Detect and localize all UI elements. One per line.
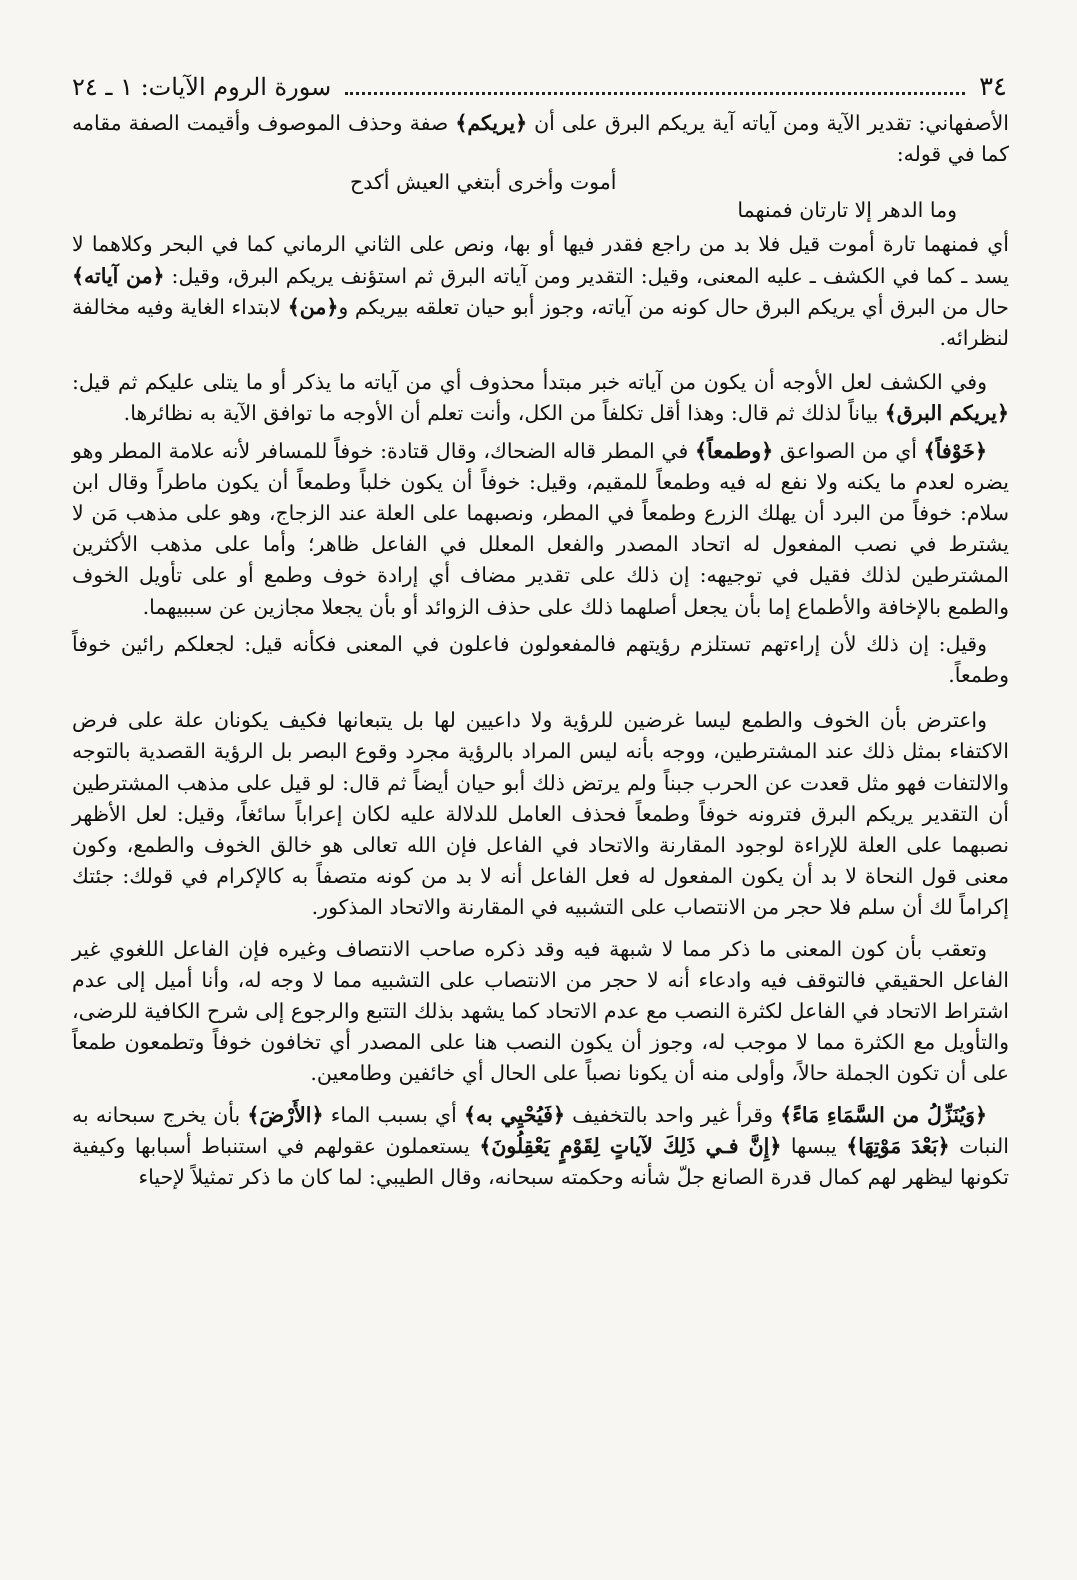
header-leader-dots <box>345 91 965 95</box>
running-header <box>72 70 1009 104</box>
page-number: ٣٤ <box>979 72 1007 102</box>
paragraph <box>72 229 1009 354</box>
text-run: أي فمنهما تارة أموت قيل فلا بد من راجع فقدر فيها أو بها، ونص على الثاني الرماني كما في البحر وكلاهما لا يسد ـ كما في الكشف ـ عليه المعنى، وقيل: التقدير ومن آياته البرق ثم استؤنف يريكم البرق، وقيل: <box>72 232 1009 288</box>
poetry-verse <box>72 171 1009 229</box>
verse-hemistich: أموت وأخرى أبتغي العيش أكدح <box>350 170 617 195</box>
text-run: بأن يخرج سبحانه به النبات <box>72 1102 1009 1158</box>
quran-quote: ﴿يريكم البرق﴾ <box>884 401 1009 426</box>
paragraph: واعترض بأن الخوف والطمع ليسا غرضين للرؤية ولا داعيين لها بل يتبعانها فكيف يكونان علة على فرض الاكتفاء بمثل ذلك عند المشترطين، ووجه بأنه ليس المراد بالرؤية مجرد وقوع البصر بل الرؤية القصدية بالتوجه والالتفات فهو مثل قعدت عن الحرب جبناً ولم يرتض ذلك أبو حيان أيضاً ثم قال: لو قيل على مذهب المشترطين أن التقدير يريكم البرق فترونه خوفاً وطمعاً فحذف العامل للدلالة عليه لكان إعراباً سائغاً، وقيل: لعل الأظهر نصبهما على العلة للإراءة لوجود المقارنة والاتحاد في الفاعل فإن الله تعالى هو خالق الخوف والطمع، وكون معنى قول النحاة لا بد أن يكون المفعول له فعل الفاعل أنه لا بد من كونه متصفاً به كالإكرام في قولك: جئتك إكراماً لك أن سلم فلا حجر من الانتصاب على التشبيه في المقارنة والاتحاد المذكور. <box>72 708 1009 920</box>
quran-quote: ﴿بَعْدَ مَوْتِهَا﴾ <box>846 1133 950 1158</box>
text-run: يستعملون عقولهم في استنباط أسبابها وكيفية تكونها ليظهر لهم كمال قدرة الصانع جلّ شأنه وحكمته سبحانه، وقال الطيبي: لما كان ما ذكر تمثيلاً لإحياء <box>72 1133 1009 1190</box>
quran-quote: ﴿إِنَّ فـي ذَلِكَ لآياتٍ لِقَوْمٍ يَعْقِلُونَ﴾ <box>479 1133 782 1158</box>
quran-quote: ﴿الأَرْضَ﴾ <box>247 1102 324 1127</box>
body-text <box>72 108 1009 1193</box>
paragraph: وقيل: إن ذلك لأن إراءتهم تستلزم رؤيتهم فالمفعولون فاعلون في المعنى فكأنه قيل: لجعلكم رائين خوفاً وطمعاً. <box>72 631 1009 688</box>
quran-quote: ﴿وطمعاً﴾ <box>694 438 774 463</box>
text-run: أي من الصواعق <box>773 438 924 463</box>
text-run: وفي الكشف لعل الأوجه أن يكون من آياته خبر مبتدأ محذوف أي من آياته ما يذكر أو ما يتلى عليكم ثم قيل: <box>72 370 987 395</box>
paragraph <box>72 367 1009 429</box>
text-run: بياناً لذلك ثم قال: وهذا أقل تكلفاً من الكل، وأنت تعلم أن الأوجه ما توافق الآية به نظائرها. <box>123 401 885 426</box>
text-run: في المطر قاله الضحاك، وقال قتادة: خوفاً للمسافر لأنه علامة المطر وهو يضره لعدم ما يكنه ولا نفع له فيه وطمعاً للمقيم، وقيل: خوفاً أن يكون خلباً وطمعاً أن يكون ماطراً وقال ابن سلام: خوفاً من البرد أن يهلك الزرع وطمعاً في المطر، ونصبهما على العلة عند الزجاج، وهو على مذهب مَن لا يشترط في نصب المفعول له اتحاد المصدر والفعل المعلل في الفاعل ظاهر؛ وأما على مذهب الأكثرين المشترطين لذلك فقيل في توجيهه: إن ذلك على تقدير مضاف أي إرادة خوف وطمع أو على تأويل الخوف والطمع بالإخافة والأطماع إما بأن يجعل أصلهما ذلك على حذف الزوائد أو بأن يجعلا مجازين عن سببيهما. <box>72 438 1009 619</box>
quran-quote: ﴿وَيُنَزِّلُ من السَّمَاءِ مَاءً﴾ <box>780 1102 988 1127</box>
text-run: حال من البرق أي يريكم البرق حال كونه من آياته، وجوز أبو حيان تعلقه بيريكم و <box>338 294 1009 319</box>
paragraph <box>72 108 1009 170</box>
verse-hemistich: وما الدهر إلا تارتان فمنهما <box>737 198 957 223</box>
running-title: سورة الروم الآيات: ١ ـ ٢٤ <box>72 73 332 101</box>
text-run: لابتداء الغاية وفيه مخالفة لنظرائه. <box>72 294 1009 351</box>
paragraph <box>72 436 1009 623</box>
paragraph <box>72 1100 1009 1194</box>
text-run: أي بسبب الماء <box>323 1102 464 1127</box>
text-run: وقرأ غير واحد بالتخفيف <box>564 1102 781 1127</box>
quran-quote: ﴿من آياته﴾ <box>72 263 165 288</box>
paragraph: وتعقب بأن كون المعنى ما ذكر مما لا شبهة فيه وقد ذكره صاحب الانتصاف وغيره فإن الفاعل اللغوي غير الفاعل الحقيقي فالتوقف فيه وادعاء أنه لا حجر من الانتصاب على التشبيه مما لا وجه له، وأنا أميل إلى عدم اشتراط الاتحاد في الفاعل لكثرة النصب مع عدم الاتحاد كما يشهد بذلك التتبع والرجوع إلى شرح الكافية للرضى، والتأويل مع الكثرة مما لا موجب له، وجوز أن يكون النصب هنا على المصدر أي تخافون خوفاً وتطمعون طمعاً على أن تكون الجملة حالاً، وأولى منه أن يكونا نصباً على الحال أي خائفين وطامعين. <box>72 936 1009 1086</box>
text-run: صفة وحذف الموصوف وأقيمت الصفة مقامه كما في قوله: <box>72 111 1009 167</box>
text-run: الأصفهاني: تقدير الآية ومن آياته آية يريكم البرق على أن <box>527 111 1009 135</box>
text-run: يبسها <box>781 1133 847 1158</box>
quran-quote: ﴿يريكم﴾ <box>455 111 528 135</box>
quran-quote: ﴿فَيُحْيِي به﴾ <box>463 1102 565 1127</box>
quran-quote: ﴿خَوْفاً﴾ <box>923 438 987 463</box>
quran-quote: ﴿من﴾ <box>287 294 339 319</box>
